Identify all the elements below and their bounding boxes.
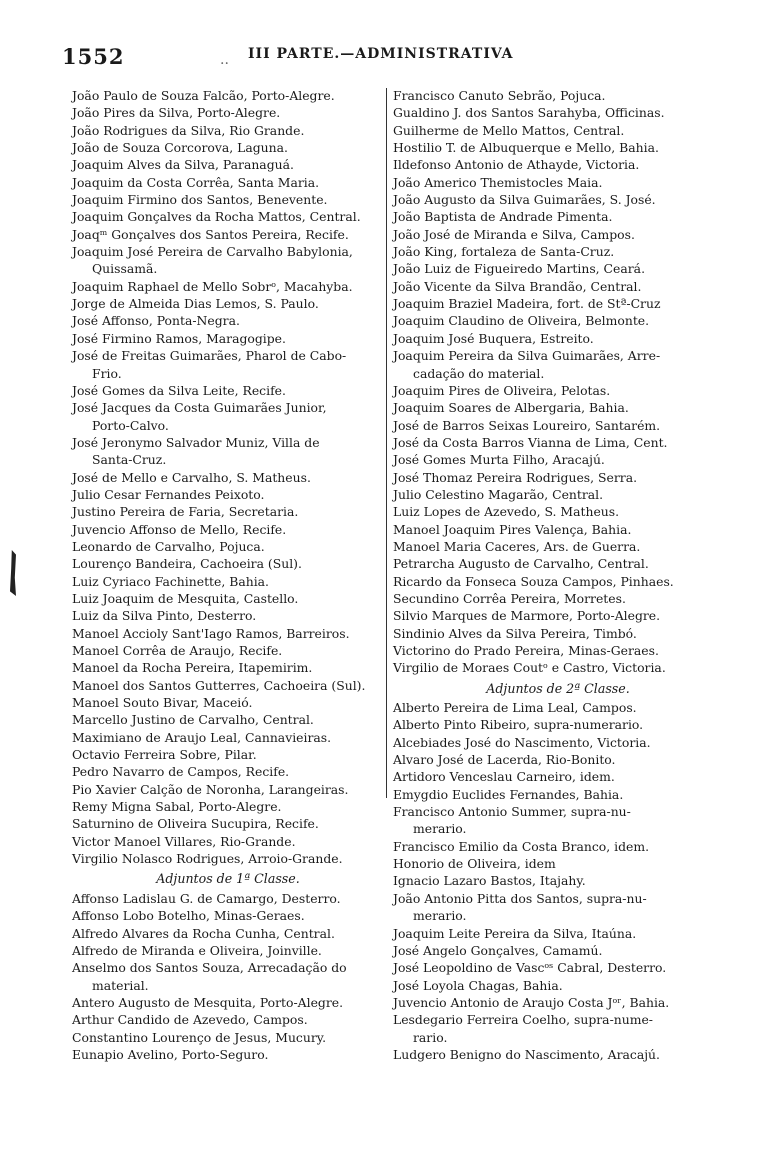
list-item: Guilherme de Mello Mattos, Central. [393, 122, 625, 138]
list-item: Joaquim Raphael de Mello Sobrᵒ, Macahyba. [72, 278, 353, 294]
entry-continuation: rario. [413, 1029, 448, 1045]
section-heading: Adjuntos de 1ª Classe. [156, 871, 300, 887]
list-item: Manoel da Rocha Pereira, Itapemirim. [72, 660, 313, 676]
entry-continuation: Porto-Calvo. [92, 417, 169, 433]
list-item: Saturnino de Oliveira Sucupira, Recife. [72, 816, 319, 832]
list-item: João Vicente da Silva Brandão, Central. [393, 278, 642, 294]
list-item: Manoel Corrêa de Araujo, Recife. [72, 643, 283, 658]
list-item: Joaquim Soares de Albergaria, Bahia. [393, 400, 629, 416]
column-divider [386, 88, 387, 798]
list-item: Remy Migna Sabal, Porto-Alegre. [72, 799, 282, 815]
list-item: Francisco Antonio Summer, supra-nu- [393, 804, 631, 820]
list-item: Secundino Corrêa Pereira, Morretes. [393, 590, 626, 606]
list-item: Joaqᵐ Gonçalves dos Santos Pereira, Recife. [72, 226, 349, 242]
list-item: João Augusto da Silva Guimarães, S. José. [393, 192, 656, 208]
list-item: Manoel Joaquim Pires Valença, Bahia. [393, 521, 632, 537]
list-item: José Leopoldino de Vascᵒˢ Cabral, Desterro. [393, 960, 667, 976]
entry-continuation: cadação do material. [413, 365, 545, 381]
list-item: Virgilio de Moraes Coutᵒ e Castro, Victoria. [393, 660, 666, 676]
list-item: Sindinio Alves da Silva Pereira, Timbó. [393, 625, 637, 641]
list-item: José de Mello e Carvalho, S. Matheus. [72, 469, 311, 485]
list-item: Joaquim Leite Pereira da Silva, Itaúna. [393, 925, 637, 941]
list-item: Anselmo dos Santos Souza, Arrecadação do [72, 960, 347, 976]
right-column [393, 87, 723, 1063]
list-item: Joaquim José Buquera, Estreito. [393, 330, 594, 346]
list-item: José Gomes da Silva Leite, Recife. [72, 382, 286, 398]
list-item: Alberto Pinto Ribeiro, supra-numerario. [393, 717, 644, 733]
entry-continuation: Frio. [92, 365, 122, 381]
list-item: Joaquim José Pereira de Carvalho Babylonia, [72, 244, 353, 260]
list-item: Victorino do Prado Pereira, Minas-Geraes. [393, 643, 659, 658]
list-item: Joaquim Firmino dos Santos, Benevente. [72, 192, 328, 208]
list-item: Alcebiades José do Nascimento, Victoria. [393, 734, 651, 750]
list-item: Joaquim Claudino de Oliveira, Belmonte. [393, 313, 650, 329]
list-item: José Affonso, Ponta-Negra. [72, 313, 240, 329]
list-item: Gualdino J. dos Santos Sarahyba, Officinas. [393, 105, 665, 121]
list-item: José Angelo Gonçalves, Camamú. [393, 942, 603, 958]
list-item: Luiz Lopes de Azevedo, S. Matheus. [393, 504, 620, 520]
entry-continuation: merario. [413, 908, 467, 924]
list-item: Luiz da Silva Pinto, Desterro. [72, 608, 257, 624]
list-item: Joaquim da Costa Corrêa, Santa Maria. [72, 174, 320, 190]
list-item: Constantino Lourenço de Jesus, Mucury. [72, 1029, 327, 1045]
list-item: Manoel dos Santos Gutterres, Cachoeira (Sul). [72, 677, 366, 693]
list-item: Joaquim Alves da Silva, Paranaguá. [72, 157, 294, 173]
list-item: Ignacio Lazaro Bastos, Itajahy. [393, 873, 586, 889]
list-item: Affonso Lobo Botelho, Minas-Geraes. [72, 908, 305, 924]
running-header: III PARTE.—ADMINISTRATIVA [248, 46, 514, 62]
list-item: José Gomes Murta Filho, Aracajú. [393, 452, 605, 468]
list-item: Ildefonso Antonio de Athayde, Victoria. [393, 157, 640, 173]
list-item: João Antonio Pitta dos Santos, supra-nu- [393, 890, 647, 906]
list-item: Octavio Ferreira Sobre, Pilar. [72, 747, 257, 763]
list-item: Pio Xavier Calção de Noronha, Larangeiras. [72, 781, 349, 797]
list-item: Antero Augusto de Mesquita, Porto-Alegre. [72, 994, 344, 1010]
entry-continuation: material. [92, 977, 149, 993]
list-item: João King, fortaleza de Santa-Cruz. [393, 244, 615, 260]
list-item: Petrarcha Augusto de Carvalho, Central. [393, 556, 649, 572]
list-item: João Pires da Silva, Porto-Alegre. [72, 105, 281, 121]
list-item: Ludgero Benigno do Nascimento, Aracajú. [393, 1046, 660, 1062]
list-item: João Rodrigues da Silva, Rio Grande. [72, 122, 305, 138]
list-item: Ricardo da Fonseca Souza Campos, Pinhaes. [393, 573, 674, 589]
list-item: José Thomaz Pereira Rodrigues, Serra. [393, 469, 638, 485]
scan-mark [10, 550, 16, 596]
list-item: Francisco Canuto Sebrão, Pojuca. [393, 88, 606, 103]
list-item: Affonso Ladislau G. de Camargo, Desterro. [72, 890, 341, 906]
list-item: Joaquim Pires de Oliveira, Pelotas. [393, 382, 611, 398]
list-item: Manoel Souto Bivar, Maceió. [72, 695, 253, 711]
list-item: João Americo Themistocles Maia. [393, 174, 603, 190]
list-item: João José de Miranda e Silva, Campos. [393, 226, 635, 242]
entry-continuation: Quissamã. [92, 261, 158, 277]
list-item: João Luiz de Figueiredo Martins, Ceará. [393, 261, 646, 277]
section-heading: Adjuntos de 2ª Classe. [486, 680, 630, 696]
list-item: José Jacques da Costa Guimarães Junior, [72, 400, 327, 416]
list-item: Justino Pereira de Faria, Secretaria. [72, 504, 299, 520]
list-item: José Firmino Ramos, Maragogipe. [72, 330, 286, 346]
list-item: José de Freitas Guimarães, Pharol de Cabo- [72, 348, 347, 364]
list-item: João Baptista de Andrade Pimenta. [393, 209, 613, 225]
list-item: José da Costa Barros Vianna de Lima, Cent. [393, 434, 668, 450]
list-item: Juvencio Antonio de Araujo Costa Jᵒʳ, Bahia. [393, 994, 670, 1010]
entry-continuation: merario. [413, 821, 467, 837]
list-item: Francisco Emilio da Costa Branco, idem. [393, 838, 650, 854]
list-item: Artidoro Venceslau Carneiro, idem. [393, 769, 615, 785]
list-item: Manoel Accioly Sant'Iago Ramos, Barreiros. [72, 625, 350, 641]
list-item: Manoel Maria Caceres, Ars. de Guerra. [393, 538, 641, 554]
list-item: Honorio de Oliveira, idem [393, 856, 556, 872]
list-item: Jorge de Almeida Dias Lemos, S. Paulo. [72, 296, 319, 312]
list-item: Alvaro José de Lacerda, Rio-Bonito. [393, 752, 616, 768]
list-item: Juvencio Affonso de Mello, Recife. [72, 521, 287, 537]
list-item: José de Barros Seixas Loureiro, Santarém. [393, 417, 661, 433]
list-item: Julio Cesar Fernandes Peixoto. [72, 486, 265, 502]
list-item: João Paulo de Souza Falcão, Porto-Alegre. [72, 88, 335, 103]
list-item: José Loyola Chagas, Bahia. [393, 977, 563, 993]
list-item: João de Souza Corcorova, Laguna. [72, 140, 288, 156]
list-item: Virgilio Nolasco Rodrigues, Arroio-Grande. [72, 851, 343, 867]
list-item: Hostilio T. de Albuquerque e Mello, Bahia. [393, 140, 659, 156]
list-item: Joaquim Pereira da Silva Guimarães, Arre- [393, 348, 661, 364]
entry-continuation: Santa-Cruz. [92, 452, 167, 468]
list-item: Lourenço Bandeira, Cachoeira (Sul). [72, 556, 302, 572]
list-item: Victor Manoel Villares, Rio-Grande. [72, 833, 296, 849]
list-item: Emygdio Euclides Fernandes, Bahia. [393, 786, 624, 802]
list-item: Joaquim Gonçalves da Rocha Mattos, Central. [72, 209, 361, 225]
list-item: Alfredo Alvares da Rocha Cunha, Central. [72, 925, 335, 941]
list-item: Maximiano de Araujo Leal, Cannavieiras. [72, 729, 332, 745]
list-item: Luiz Joaquim de Mesquita, Castello. [72, 590, 299, 606]
list-item: Marcello Justino de Carvalho, Central. [72, 712, 314, 728]
list-item: Eunapio Avelino, Porto-Seguro. [72, 1046, 269, 1062]
list-item: Leonardo de Carvalho, Pojuca. [72, 538, 265, 554]
list-item: Julio Celestino Magarão, Central. [393, 486, 604, 502]
list-item: Alberto Pereira de Lima Leal, Campos. [393, 700, 637, 716]
list-item: Luiz Cyriaco Fachinette, Bahia. [72, 573, 269, 589]
list-item: Joaquim Braziel Madeira, fort. de Stª-Cruz [393, 296, 661, 312]
list-item: Pedro Navarro de Campos, Recife. [72, 764, 290, 780]
header-dots: .. [220, 52, 229, 68]
list-item: Lesdegario Ferreira Coelho, supra-nume- [393, 1012, 653, 1028]
page-number: 1552 [62, 44, 125, 69]
left-column [72, 87, 384, 1063]
list-item: José Jeronymo Salvador Muniz, Villa de [72, 434, 320, 450]
list-item: Silvio Marques de Marmore, Porto-Alegre. [393, 608, 661, 624]
list-item: Alfredo de Miranda e Oliveira, Joinville. [72, 942, 322, 958]
list-item: Arthur Candido de Azevedo, Campos. [72, 1012, 308, 1028]
